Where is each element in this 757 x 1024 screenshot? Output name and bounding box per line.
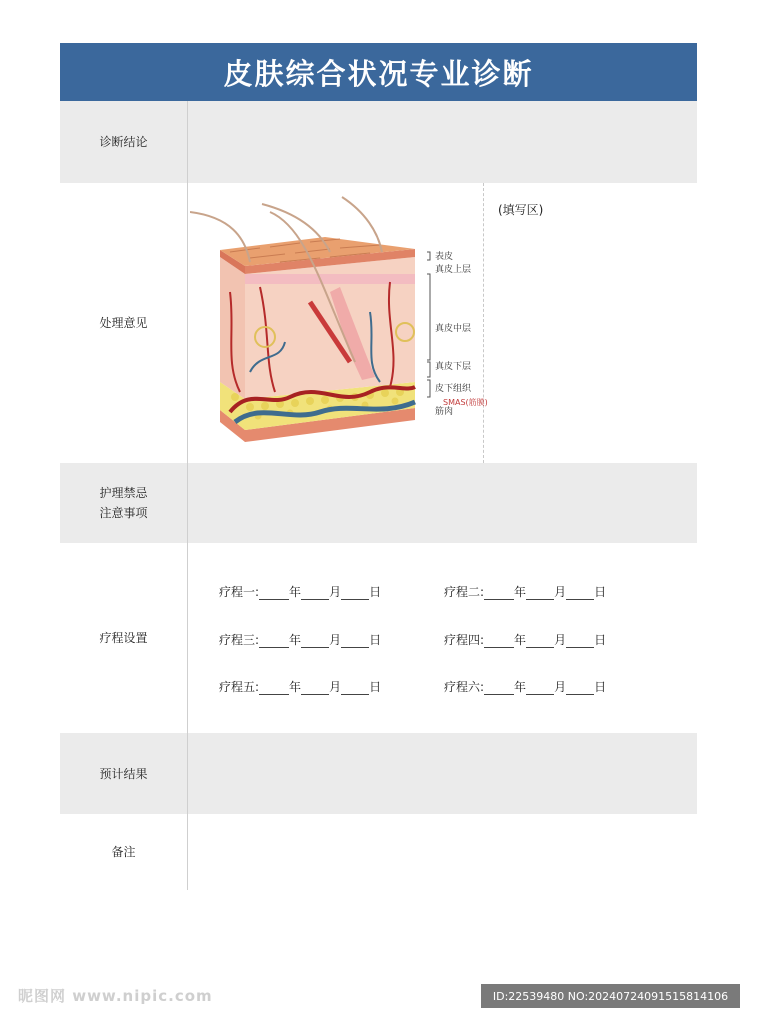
row-label-treatment: 处理意见 (99, 316, 148, 330)
year-blank[interactable] (259, 681, 289, 695)
course-item-5: 疗程五: 年 月 日 (219, 680, 382, 694)
row-expected (60, 733, 697, 814)
year-blank[interactable] (259, 634, 289, 648)
row-label-conclusion: 诊断结论 (99, 135, 148, 149)
day-blank[interactable] (341, 586, 369, 600)
day-blank[interactable] (566, 634, 594, 648)
course-item-6: 疗程六: 年 月 日 (444, 680, 607, 694)
label-mid-dermis: 真皮中层 (435, 324, 472, 334)
year-blank[interactable] (259, 586, 289, 600)
column-divider (187, 101, 188, 890)
page-title: 皮肤综合状况专业诊断 (60, 43, 697, 101)
course-item-4: 疗程四: 年 月 日 (444, 633, 607, 647)
year-blank[interactable] (484, 681, 514, 695)
month-blank[interactable] (526, 586, 554, 600)
image-id-badge: ID:22539480 NO:20240724091515814106 (481, 984, 740, 1008)
row-label-remark: 备注 (111, 845, 136, 859)
dermis-side (220, 257, 245, 399)
row-label-taboo-line1: 护理禁忌 (99, 486, 148, 500)
day-blank[interactable] (566, 681, 594, 695)
skin-structure-diagram (190, 192, 490, 457)
year-blank[interactable] (484, 634, 514, 648)
day-blank[interactable] (341, 681, 369, 695)
row-taboo (60, 463, 697, 543)
label-lower-dermis: 真皮下层 (435, 362, 472, 372)
day-blank[interactable] (566, 586, 594, 600)
month-blank[interactable] (301, 586, 329, 600)
course-item-3: 疗程三: 年 月 日 (219, 633, 382, 647)
row-label-taboo-line2: 注意事项 (99, 506, 148, 520)
label-smas: SMAS(筋膜) (443, 398, 488, 407)
row-label-course: 疗程设置 (99, 631, 148, 645)
row-conclusion (60, 101, 697, 183)
day-blank[interactable] (341, 634, 369, 648)
label-subcutaneous: 皮下组织 (435, 384, 472, 394)
course-item-1: 疗程一: 年 月 日 (219, 585, 382, 599)
year-blank[interactable] (484, 586, 514, 600)
watermark: 昵图网 www.nipic.com (18, 987, 213, 1005)
fill-area-label: (填写区) (498, 203, 544, 217)
course-item-2: 疗程二: 年 月 日 (444, 585, 607, 599)
label-epidermis: 表皮 (435, 252, 454, 262)
label-muscle: 筋肉 (435, 407, 454, 417)
row-label-expected: 预计结果 (99, 766, 148, 781)
month-blank[interactable] (301, 634, 329, 648)
month-blank[interactable] (526, 634, 554, 648)
month-blank[interactable] (301, 681, 329, 695)
row-remark (60, 814, 697, 890)
row-label-taboo (60, 463, 187, 543)
label-upper-dermis: 真皮上层 (435, 265, 472, 275)
month-blank[interactable] (526, 681, 554, 695)
